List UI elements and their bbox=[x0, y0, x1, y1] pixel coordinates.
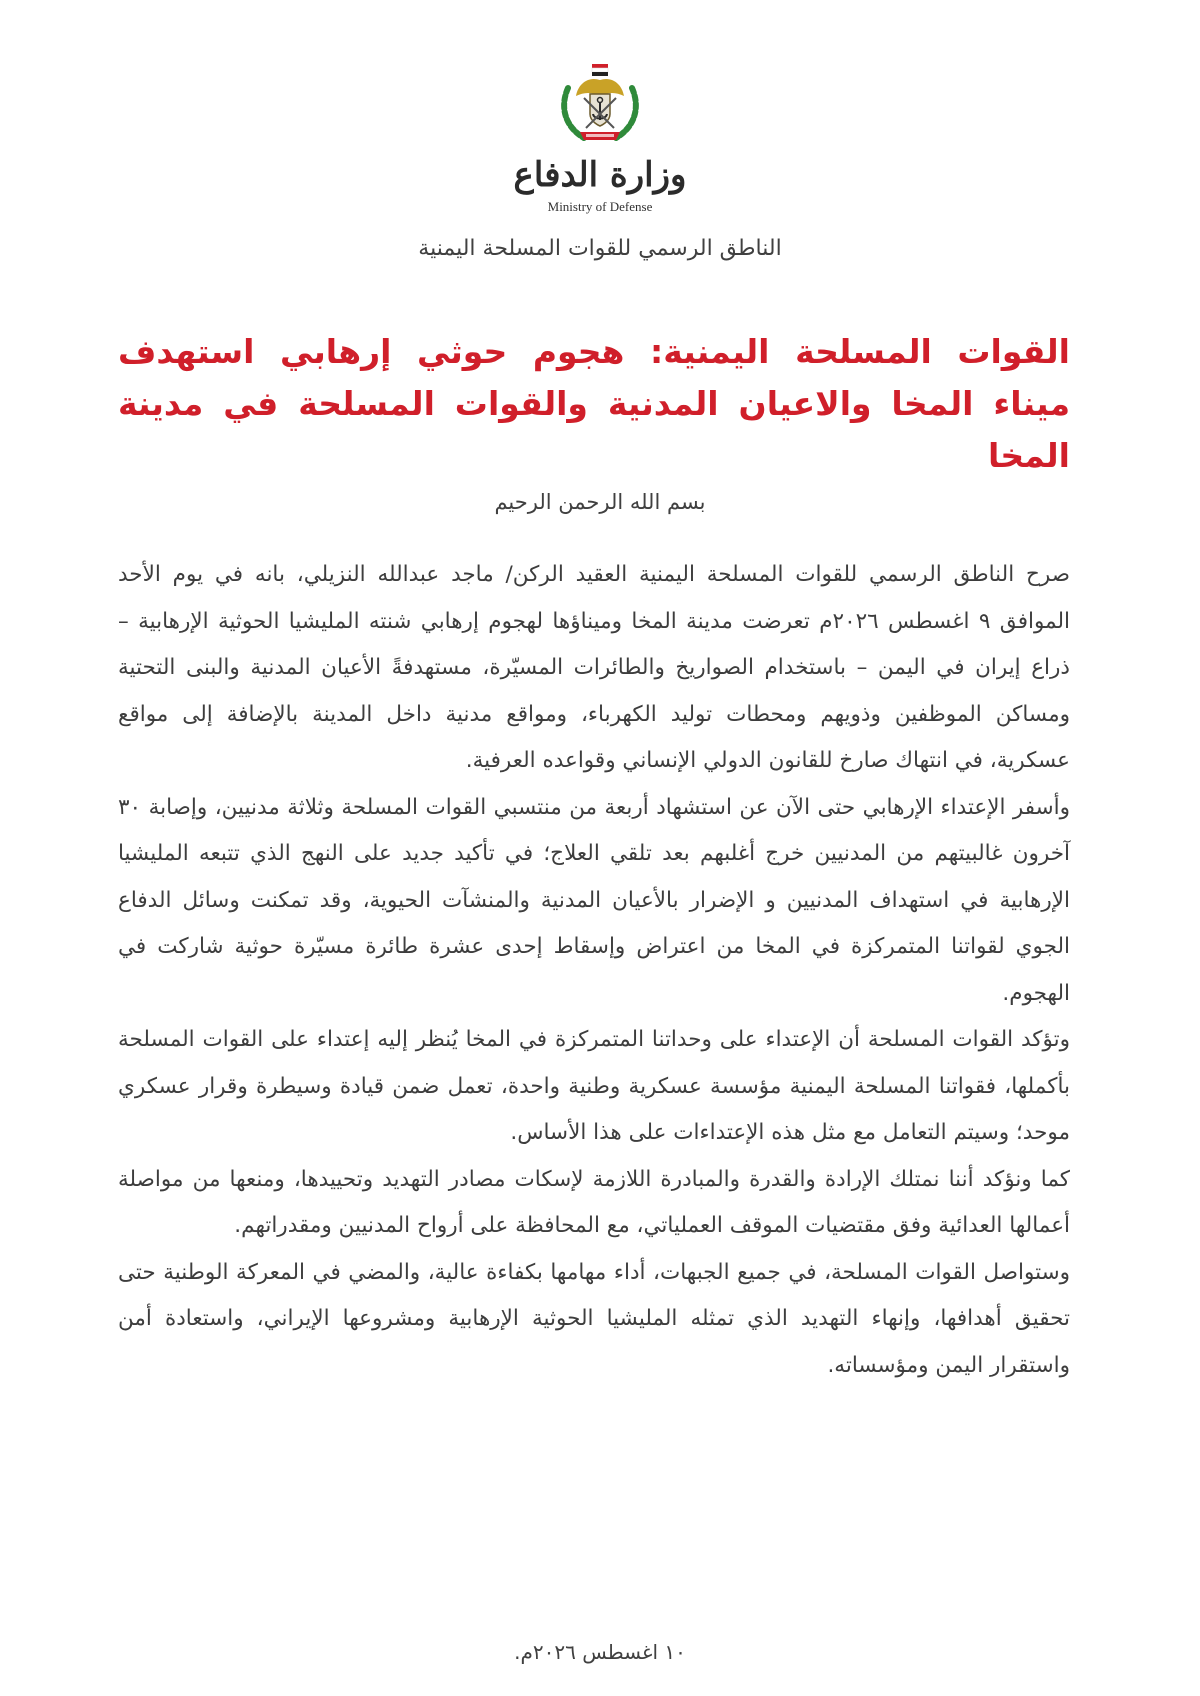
basmala: بسم الله الرحمن الرحيم bbox=[494, 490, 706, 514]
ministry-name-arabic: وزارة الدفاع bbox=[513, 155, 687, 195]
headline: القوات المسلحة اليمنية: هجوم حوثي إرهابي استهدف ميناء المخا والاعيان المدنية والقوات المسلحة في مدينة المخا bbox=[118, 332, 1070, 475]
paragraph-2: وأسفر الإعتداء الإرهابي حتى الآن عن استشهاد أربعة من منتسبي القوات المسلحة وثلاثة مدنيين، وإصابة ٣٠ آخرون غالبيتهم من المدنيين خرج أغلبهم بعد تلقي العلاج؛ في تأكيد جديد على النهج الذي تتبعه المليشيا الإرهابية في استهداف المدنيين و الإضرار بالأعيان المدنية والمنشآت الحيوية، وقد تمكنت وسائل الدفاع الجوي لقواتنا المتمركزة في المخا من اعتراض وإسقاط إحدى عشرة طائرة مسيّرة حوثية شاركت في الهجوم. bbox=[118, 794, 1070, 1006]
ministry-emblem-icon bbox=[554, 58, 646, 150]
statement-body bbox=[118, 552, 1070, 1389]
release-date: ١٠ اغسطس ٢٠٢٦م. bbox=[514, 1640, 686, 1664]
spokesman-title: الناطق الرسمي للقوات المسلحة اليمنية bbox=[418, 236, 782, 261]
paragraph-3: وتؤكد القوات المسلحة أن الإعتداء على وحداتنا المتمركزة في المخا يُنظر إليه إعتداء على القوات المسلحة بأكملها، فقواتنا المسلحة اليمنية مؤسسة عسكرية وطنية واحدة، تعمل ضمن قيادة وسيطرة وقرار عسكري موحد؛ وسيتم التعامل مع مثل هذه الإعتداءات على هذا الأساس. bbox=[118, 1027, 1070, 1145]
paragraph-4: كما ونؤكد أننا نمتلك الإرادة والقدرة والمبادرة اللازمة لإسكات مصادر التهديد وتحييدها، ومنعها من مواصلة أعمالها العدائية وفق مقتضيات الموقف العملياتي، مع المحافظة على أرواح المدنيين ومقدراتهم. bbox=[118, 1166, 1070, 1238]
paragraph-5: وستواصل القوات المسلحة، في جميع الجبهات، أداء مهامها بكفاءة عالية، والمضي في المعركة الوطنية حتى تحقيق أهدافها، وإنهاء التهديد الذي تمثله المليشيا الحوثية الإرهابية ومشروعها الإيراني، واستعادة أمن واستقرار اليمن ومؤسساته. bbox=[118, 1259, 1070, 1378]
ministry-name-english: Ministry of Defense bbox=[547, 199, 653, 214]
paragraph-1: صرح الناطق الرسمي للقوات المسلحة اليمنية العقيد الركن/ ماجد عبدالله النزيلي، بانه في يوم الأحد الموافق ٩ اغسطس ٢٠٢٦م تعرضت مدينة المخا وميناؤها لهجوم إرهابي شنته المليشيا الحوثية الإرهابية – ذراع إيران في اليمن – باستخدام الصواريخ والطائرات المسيّرة، مستهدفةً الأعيان المدنية والبنى التحتية ومساكن الموظفين وذويهم ومحطات توليد الكهرباء، ومواقع مدنية داخل المدينة بالإضافة إلى مواقع عسكرية، في انتهاك صارخ للقانون الدولي الإنساني وقواعده العرفية. bbox=[118, 562, 1071, 773]
